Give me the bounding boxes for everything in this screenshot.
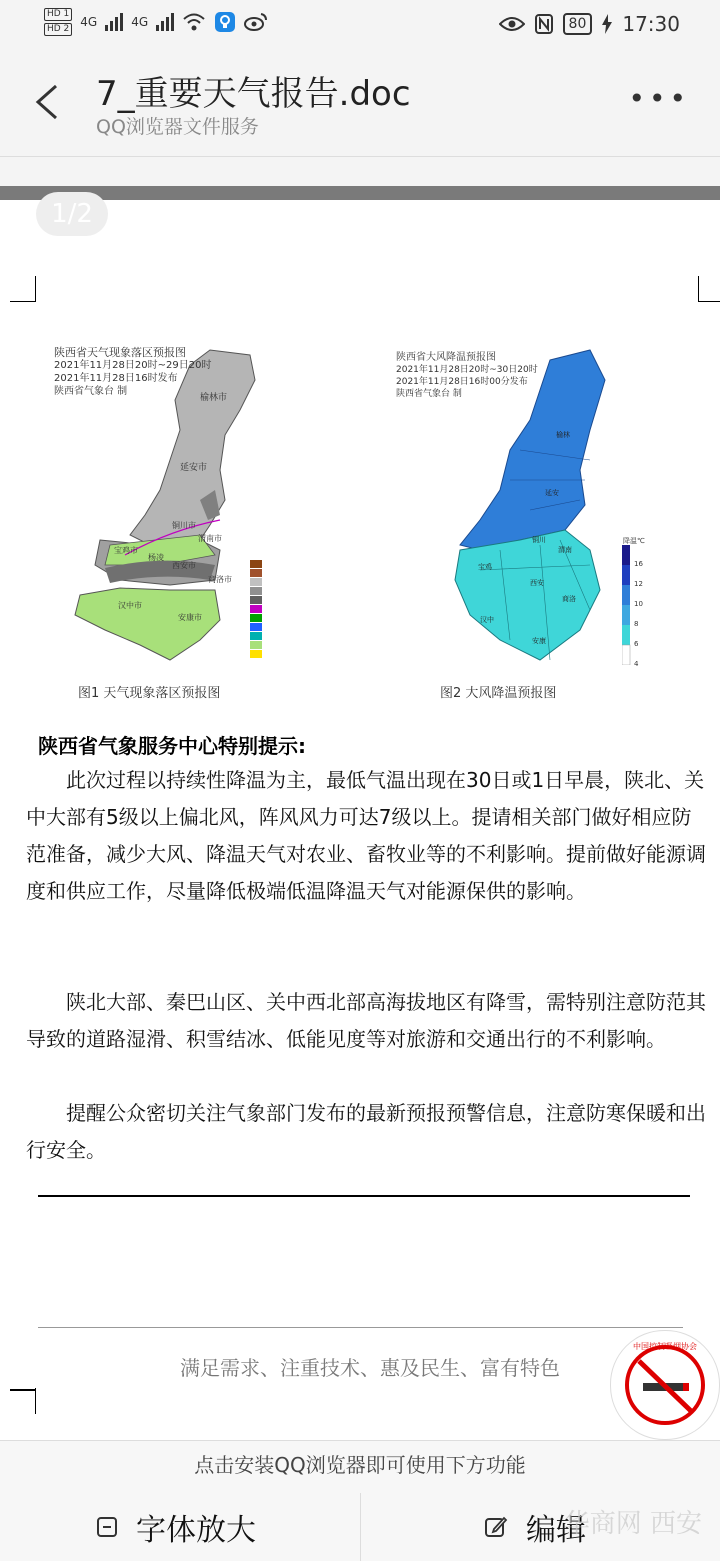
city-label: 铜川市 <box>172 521 196 530</box>
fig2-title-line: 2021年11月28日20时~30日20时 <box>396 365 538 375</box>
fig1-title-line: 2021年11月28日20时~29日20时 <box>54 360 212 371</box>
city-label: 商洛 <box>562 595 576 603</box>
status-left <box>44 8 268 36</box>
weibo-icon <box>244 12 268 32</box>
city-label: 安康市 <box>178 613 202 622</box>
city-label: 宝鸡市 <box>114 546 138 555</box>
app-notification-icon <box>214 11 236 33</box>
page-corner-mark <box>698 276 720 302</box>
fig2-title-line: 陕西省气象台 制 <box>396 389 462 399</box>
legend-ticks <box>634 554 643 674</box>
city-label: 延安市 <box>180 463 208 473</box>
document-top-edge <box>0 186 720 200</box>
watermark: 华商网 西安 <box>563 1509 702 1539</box>
font-enlarge-button[interactable] <box>96 1493 256 1561</box>
city-label: 榆林市 <box>200 393 228 403</box>
fig2-legend <box>622 545 632 665</box>
fig2-title-line: 2021年11月28日16时00分发布 <box>396 377 528 387</box>
city-label: 安康 <box>532 637 546 645</box>
city-label: 渭南市 <box>198 534 222 543</box>
page-corner-mark <box>10 1388 36 1414</box>
legend-tick: 12 <box>634 580 643 588</box>
document-source: QQ浏览器文件服务 <box>96 116 259 138</box>
more-menu-button[interactable]: ••• <box>628 82 690 115</box>
fig1-title-line: 陕西省天气现象落区预报图 <box>54 346 186 359</box>
city-label: 宝鸡 <box>478 563 492 571</box>
city-label: 延安 <box>545 489 559 497</box>
eye-icon <box>499 16 525 32</box>
status-bar <box>0 0 720 52</box>
seal-text: 中国控制吸烟协会 <box>633 1342 697 1351</box>
city-label: 铜川 <box>532 536 546 544</box>
hd-badges <box>44 8 72 36</box>
tips-title: 陕西省气象服务中心特别提示: <box>38 734 306 758</box>
city-label: 西安 <box>530 579 544 587</box>
nfc-icon <box>535 14 553 34</box>
fig2-title-line: 陕西省大风降温预报图 <box>396 352 496 363</box>
fig1-caption: 图1 天气现象落区预报图 <box>78 686 221 701</box>
legend-tick: 10 <box>634 600 643 608</box>
city-label: 商洛市 <box>208 575 232 584</box>
slogan: 满足需求、注重技术、惠及民生、富有特色 <box>180 1356 560 1380</box>
city-label: 渭南 <box>558 546 572 554</box>
edit-label: 编辑 <box>526 1513 586 1548</box>
tips-paragraph-1: 此次过程以持续性降温为主，最低气温出现在30日或1日早晨，陕北、关中大部有5级以上偏北风，阵风风力可达7级以上。提请相关部门做好相应防范准备，减少大风、降温天气对农业、畜牧业等的不利影响。提前做好能源调度和供应工作，尽量降低极端低温降温天气对能源保供的影响。 <box>26 768 706 903</box>
shaanxi-south <box>75 588 220 660</box>
toolbar-divider <box>360 1493 361 1561</box>
app-header <box>0 52 720 157</box>
legend-tick: 4 <box>634 660 639 668</box>
city-label: 杨凌 <box>148 553 164 562</box>
fig1-legend <box>250 560 264 660</box>
fig2-title <box>396 352 556 400</box>
fig2-caption: 图2 大风降温预报图 <box>440 686 557 701</box>
city-label: 榆林 <box>556 431 570 439</box>
fig1-title-line: 2021年11月28日16时发布 <box>54 373 178 384</box>
city-label: 西安市 <box>172 561 196 570</box>
page-indicator: 1/2 <box>36 192 108 236</box>
bottom-toolbar <box>0 1440 720 1561</box>
status-right <box>499 12 680 36</box>
signal-icon <box>105 13 123 31</box>
city-label: 汉中市 <box>118 601 142 610</box>
battery-indicator: 80 <box>563 13 593 35</box>
city-label: 汉中 <box>480 616 494 624</box>
clock: 17:30 <box>622 12 680 36</box>
footer-divider <box>38 1327 683 1328</box>
document-title: 7_重要天气报告.doc <box>96 74 411 114</box>
charging-icon <box>602 14 612 34</box>
font-enlarge-label: 字体放大 <box>136 1513 256 1548</box>
cooling-zone-south <box>455 530 600 660</box>
font-size-icon <box>96 1516 118 1538</box>
hd2-badge: HD 2 <box>44 23 72 36</box>
wifi-icon <box>182 12 206 32</box>
signal2-icon <box>156 13 174 31</box>
page-corner-mark <box>10 276 36 302</box>
install-tip[interactable]: 点击安装QQ浏览器即可使用下方功能 <box>194 1453 526 1477</box>
legend-tick: 8 <box>634 620 639 628</box>
edit-icon <box>484 1515 508 1539</box>
fig1-title <box>54 346 224 398</box>
net2-label: 4G <box>131 15 149 29</box>
legend-unit: 降温℃ <box>623 537 645 545</box>
tips-paragraph-3: 提醒公众密切关注气象部门发布的最新预报预警信息，注意防寒保暖和出行安全。 <box>26 1101 706 1162</box>
section-divider <box>38 1195 690 1197</box>
legend-tick: 6 <box>634 640 639 648</box>
net1-label: 4G <box>80 15 98 29</box>
fig1-title-line: 陕西省气象台 制 <box>54 386 128 397</box>
back-icon[interactable] <box>34 84 60 120</box>
legend-tick: 16 <box>634 560 643 568</box>
hd1-badge: HD 1 <box>44 8 72 21</box>
tips-paragraph-2: 陕北大部、秦巴山区、关中西北部高海拔地区有降雪，需特别注意防范其导致的道路湿滑、积雪结冰、低能见度等对旅游和交通出行的不利影响。 <box>26 990 706 1051</box>
no-smoking-seal <box>610 1330 720 1440</box>
